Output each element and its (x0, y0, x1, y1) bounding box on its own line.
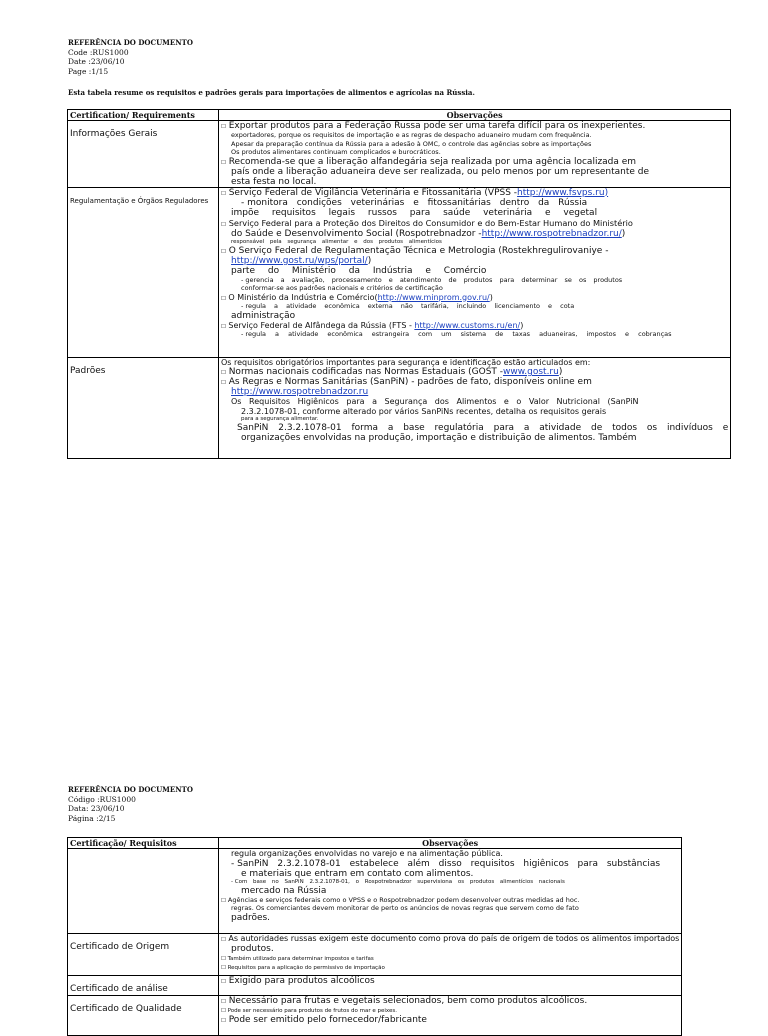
document-page-1 (0, 0, 768, 500)
requirements-table (67, 109, 731, 459)
text-line: gerencia a avaliação, processamento e atendimento de produtos para determinar se os produtos (245, 275, 623, 284)
row-label-cell (68, 976, 219, 996)
text-line: Também utilizado para determinar impostos e tarifas (227, 955, 374, 962)
row-label-certificate-analysis: Certificado de análise (70, 984, 168, 994)
text-line: Normas nacionais codificadas nas Normas Estaduais (GOST - (228, 367, 504, 377)
row-label-cell (68, 121, 219, 188)
link-gost-portal[interactable]: http://www.gost.ru/wps/portal/ (231, 255, 368, 266)
checkbox-bullet-icon: ☐ (221, 187, 226, 197)
col-header-certification: Certificação/ Requisitos (68, 838, 219, 849)
checkbox-bullet-icon: ☐ (221, 1005, 226, 1014)
checkbox-bullet-icon: ☐ (221, 367, 226, 376)
text-line: SanPiN 2.3.2.1078-01 estabelece além disso requisitos higiênicos para substâncias (237, 858, 661, 869)
reference-date: Date :23/06/10 (68, 57, 125, 66)
text-line: regras. Os comerciantes devem monitorar de perto os anúncios de novas regras que servem como de fato (231, 904, 579, 912)
text-line: Serviço Federal para a Proteção dos Direitos do Consumidor e do Bem-Estar Humano do Ministério (228, 217, 633, 228)
text-line: Apesar da preparação contínua da Rússia para a adesão à OMC, o controle das agências sobre as importações (231, 139, 592, 148)
checkbox-bullet-icon: ☐ (221, 976, 226, 985)
checkbox-bullet-icon: ☐ (221, 894, 226, 904)
document-reference-header (68, 38, 193, 76)
text-line: organizações envolvidas na produção, importação e distribuição de alimentos. Também (241, 433, 637, 443)
text-line: Os Requisitos Higiênicos para a Segurança dos Alimentos e o Valor Nutricional (SanPiN (231, 397, 639, 406)
document-reference-header (68, 785, 193, 823)
text-line: Serviço Federal de Vigilância Veterinária e Fitossanitária (VPSS - (228, 187, 518, 198)
checkbox-bullet-icon: ☐ (221, 996, 226, 1005)
reference-code: Código :RUS1000 (68, 794, 136, 804)
text-line: impõe requisitos legais russos para saúde veterinária e vegetal (231, 207, 598, 218)
row-label-certificate-quality: Certificado de Qualidade (70, 1004, 182, 1014)
text-line: responsável pela segurança alimentar e dos produtos alimentícios (231, 238, 442, 245)
text-line: e materiais que entram em contato com alimentos. (241, 868, 474, 879)
text-line: regula organizações envolvidas no varejo e na alimentação pública. (231, 849, 503, 858)
text-line: As Regras e Normas Sanitárias (SanPiN) - padrões de fato, disponíveis online em (228, 377, 592, 387)
row-label-cell (68, 357, 219, 458)
text-line: padrões. (231, 912, 271, 923)
text-line: conformar-se aos padrões nacionais e critérios de certificação (241, 284, 443, 292)
checkbox-bullet-icon: ☐ (221, 245, 226, 255)
link-customs[interactable]: http://www.customs.ru/en/ (414, 320, 521, 330)
row-content-cell: Os requisitos obrigatórios importantes para segurança e identificação estão articulados em: ☐ Normas nacionais codificadas nas Normas Estaduais (GOST -www.gost.ru) ☐ As Regras e Normas Sanitárias (SanPiN) - padrões de fato, disponíveis online em http://www.rospotrebnadzor.ru Os Requisitos Higiênicos para a Segurança dos Alimentos e o Valor Nutricional (SanPiN 2.3.2.1078-01, conforme alterado por vários SanPiNs recentes, detalha os requisitos gerais para a segurança alimentar. SanPiN 2.3.2.1078-01 forma a base regulatória para a atividade de todos os indivíduos e organizações envolvidas na produção, importação e distribuição de alimentos. Também (219, 357, 731, 458)
reference-title: REFERÊNCIA DO DOCUMENTO (68, 38, 193, 47)
row-label-cell (68, 934, 219, 976)
checkbox-bullet-icon: ☐ (221, 934, 226, 943)
row-label-cell (68, 849, 219, 934)
link-minprom[interactable]: http://www.minprom.gov.ru/ (377, 292, 490, 302)
checkbox-bullet-icon: ☐ (221, 121, 226, 130)
checkbox-bullet-icon: ☐ (221, 156, 226, 166)
text-line: mercado na Rússia (241, 885, 327, 896)
row-label-regulatory-bodies: Regulamentação e Órgãos Reguladores (70, 196, 209, 205)
text-line: Pode ser necessário para produtos de frutos do mar e peixes. (227, 1008, 397, 1014)
text-line: país onde a liberação aduaneira deve ser realizada, ou pelo menos por um representante de (231, 166, 650, 177)
text-line: O Serviço Federal de Regulamentação Técnica e Metrologia (Rostekhregulirovaniye - (228, 245, 609, 256)
document-page-2 (0, 780, 768, 1024)
text-line: SanPiN 2.3.2.1078-01 forma a base regulatória para a atividade de todos os indivíduos e (237, 423, 729, 433)
row-label-general-info: Informações Gerais (70, 129, 158, 139)
link-fsvps[interactable]: http://www.fsvps.ru) (517, 187, 609, 198)
row-label-cell (68, 187, 219, 357)
text-line: Necessário para frutas e vegetais selecionados, bem como produtos alcoólicos. (228, 996, 588, 1006)
col-header-observations: Observações (219, 838, 682, 849)
text-line: Agências e serviços federais como o VPSS e o Rospotrebnadzor podem desenvolver outras medidas ad hoc. (227, 895, 580, 904)
text-line: para a segurança alimentar. (241, 416, 319, 422)
text-line: do Saúde e Desenvolvimento Social (Rospotrebnadzor - (231, 228, 482, 239)
text-line: Exportar produtos para a Federação Russa pode ser uma tarefa difícil para os inexperientes. (228, 121, 646, 131)
row-content-cell (219, 934, 682, 976)
text-line: regula a atividade econômica estrangeira com um sistema de taxas aduaneiras, impostos e cobranças (245, 330, 672, 338)
intro-text: Esta tabela resume os requisitos e padrões gerais para importações de alimentos e agrícolas na Rússia. (68, 88, 475, 97)
link-rospotrebnadzor-sanpin[interactable]: http://www.rospotrebnadzor.ru (231, 387, 369, 397)
row-content-cell (219, 121, 731, 188)
text-line: Pode ser emitido pelo fornecedor/fabricante (228, 1015, 427, 1025)
checkbox-bullet-icon: ☐ (221, 961, 226, 971)
reference-page: Página :2/15 (68, 813, 116, 823)
text-line: 2.3.2.1078-01, conforme alterado por vários SanPiNs recentes, detalha os requisitos gerais (241, 406, 607, 416)
text-line: exportadores, porque os requisitos de importação e as regras de despacho aduaneiro mudam com frequência. (231, 131, 592, 139)
requirements-table-continued (67, 837, 682, 1036)
text-line: produtos. (231, 943, 274, 954)
text-line: Com base no SanPiN 2.3.2.1078-01, o Rospotrebnadzor supervisiona os produtos alimentícios nacionais (234, 878, 565, 885)
row-label-cell (68, 996, 219, 1036)
text-line: O Ministério da Indústria e Comércio( (228, 292, 378, 302)
text-line: Recomenda-se que a liberação alfandegária seja realizada por uma agência localizada em (228, 156, 637, 167)
link-rospotrebnadzor[interactable]: http://www.rospotrebnadzor.ru/ (481, 228, 622, 239)
row-content-cell: regula organizações envolvidas no varejo e na alimentação pública. - SanPiN 2.3.2.1078-01 estabelece além disso requisitos higiênicos para substâncias e materiais que entram em contato com alimentos. - Com base no SanPiN 2.3.2.1078-01, o Rospotrebnadzor supervisiona os produtos alimentícios nacionais mercado na Rússia ☐ Agências e serviços federais como o VPSS e o Rospotrebnadzor podem desenvolver outras medidas ad hoc. regras. Os comerciantes devem monitorar de perto os anúncios de novas regras que servem como de fato padrões. (219, 849, 682, 934)
text-line: Os produtos alimentares continuam complicados e burocráticos. (231, 148, 441, 156)
text-line: As autoridades russas exigem este documento como prova do país de origem de todos os alimentos importados (228, 934, 680, 943)
reference-code: Code :RUS1000 (68, 47, 129, 57)
checkbox-bullet-icon: ☐ (221, 952, 226, 962)
checkbox-bullet-icon: ☐ (221, 320, 226, 330)
row-label-standards: Padrões (70, 365, 106, 376)
checkbox-bullet-icon: ☐ (221, 292, 226, 302)
row-label-certificate-origin: Certificado de Origem (70, 942, 170, 952)
text-line: administração (231, 310, 296, 321)
text-line: monitora condições veterinárias e fitossanitárias dentro da Rússia (247, 197, 588, 208)
reference-title: REFERÊNCIA DO DOCUMENTO (68, 785, 193, 794)
row-content-cell (219, 976, 682, 996)
col-header-certification: Certification/ Requirements (68, 110, 219, 121)
reference-date: Data: 23/06/10 (68, 804, 125, 813)
reference-page: Page :1/15 (68, 66, 109, 76)
checkbox-bullet-icon: ☐ (221, 377, 226, 386)
text-line: parte do Ministério da Indústria e Comércio (231, 265, 487, 276)
text-line: Serviço Federal de Alfândega da Rússia (FTS - (228, 320, 412, 330)
col-header-observations: Observações (219, 110, 731, 121)
checkbox-bullet-icon: ☐ (221, 1015, 226, 1024)
text-line: regula a atividade econômica externa não tarifária, incluindo licenciamento e cota (245, 302, 575, 310)
text-line: Exigido para produtos alcoólicos (228, 976, 375, 986)
text-line: Requisitos para a aplicação do permissivo de importação (227, 964, 385, 971)
row-content-cell: ☐ Serviço Federal de Vigilância Veterinária e Fitossanitária (VPSS -http://www.fsvps.ru) - monitora condições veterinárias e fitossanitárias dentro da Rússia impõe requisitos legais russos para saúde veterinária e vegetal ☐ Serviço Federal para a Proteção dos Direitos do Consumidor e do Bem-Estar Humano do Ministério do Saúde e Desenvolvimento Social (Rospotrebnadzor -http://www.rospotrebnadzor.ru/) responsável pela segurança alimentar e dos produtos alimentícios ☐ O Serviço Federal de Regulamentação Técnica e Metrologia (Rostekhregulirovaniye - http://www.gost.ru/wps/portal/) parte do Ministério da Indústria e Comércio - gerencia a avaliação, processamento e atendimento de produtos para determinar se os produtos conformar-se aos padrões nacionais e critérios de certificação ☐ O Ministério da Indústria e Comércio(http://www.minprom.gov.ru/) - regula a atividade econômica externa não tarifária, incluindo licenciamento e cota administração ☐ Serviço Federal de Alfândega da Rússia (FTS - http://www.customs.ru/en/) - regula a atividade econômica estrangeira com um sistema de taxas aduaneiras, impostos e cobranças (219, 187, 731, 357)
checkbox-bullet-icon: ☐ (221, 218, 226, 228)
text-line: esta festa no local. (231, 176, 317, 187)
row-content-cell (219, 996, 682, 1036)
link-gost[interactable]: www.gost.ru (503, 367, 559, 377)
text-line: Os requisitos obrigatórios importantes para segurança e identificação estão articulados em: (221, 357, 591, 367)
